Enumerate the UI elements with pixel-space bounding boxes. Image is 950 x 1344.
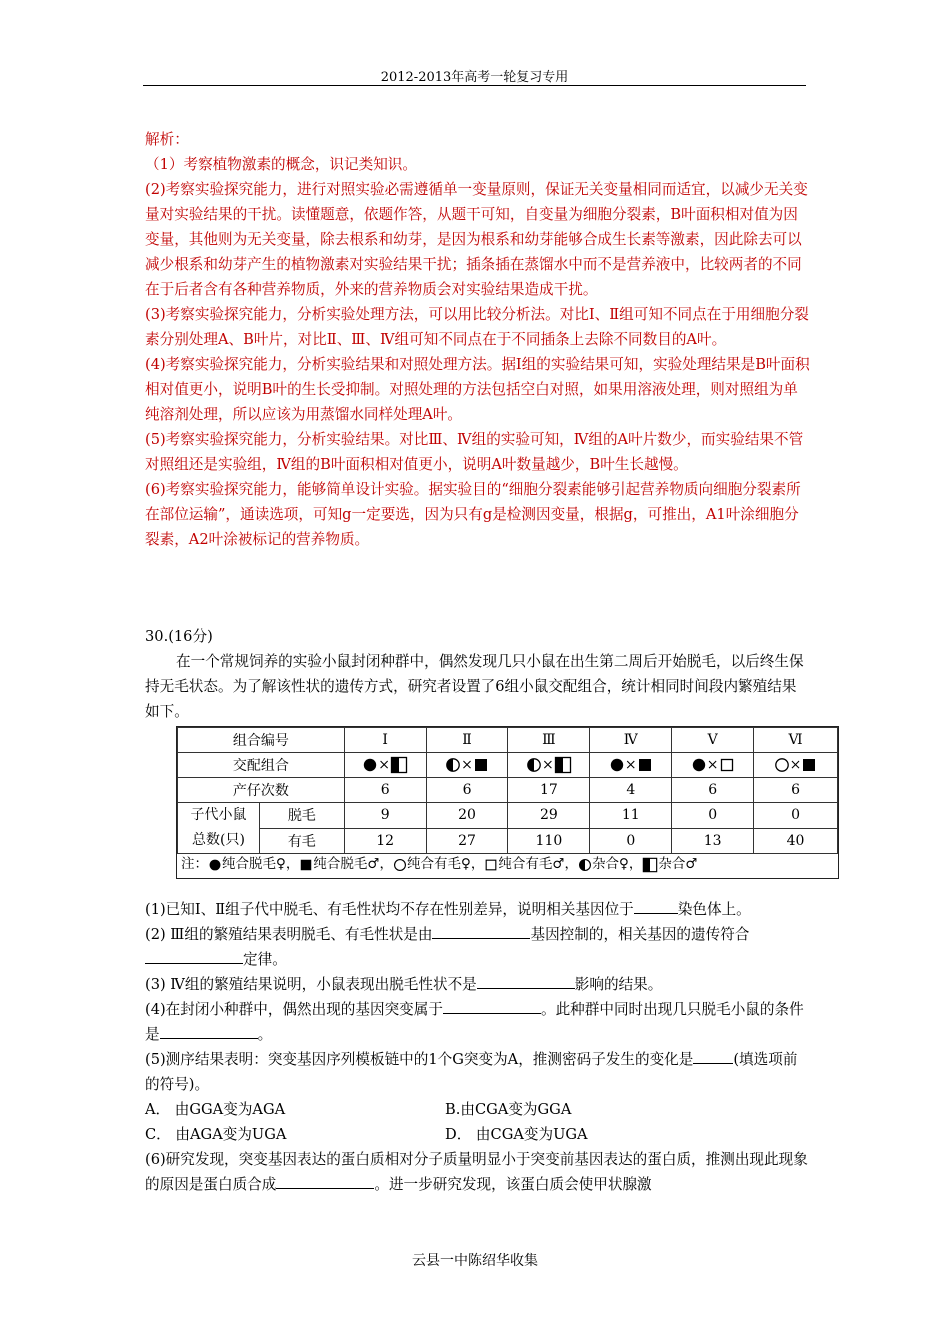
group-1: Ⅰ: [344, 728, 426, 753]
subquestion-1-text-end: 染色体上。: [677, 901, 751, 918]
options-row-1: [145, 1097, 810, 1122]
group-6: Ⅵ: [754, 728, 838, 753]
hetero-male-icon: [642, 856, 658, 874]
analysis-item-3: (3)考察实验探究能力，分析实验处理方法，可以用比较分析法。对比Ⅰ、Ⅱ组可知不同点在于用细胞分裂素分别处理A、B叶片，对比Ⅱ、Ⅲ、Ⅳ组可知不同点在于不同插条上去除不同数目的A叶。: [145, 306, 809, 348]
header-hairless: 脱毛: [259, 803, 344, 829]
header-offspring-line2: 总数(只): [191, 832, 245, 848]
group-5: Ⅴ: [672, 728, 754, 753]
hetero-female-icon: [445, 757, 461, 773]
subquestion-6-text: (6)研究发现，突变基因表达的蛋白质相对分子质量明显小于突变前基因表达的蛋白质，推测出现此现象的原因是蛋白质合成: [145, 1151, 808, 1193]
note-hetero-male: 杂合♂: [658, 856, 698, 872]
hairless-cell: 0: [672, 803, 754, 829]
question-intro: 在一个常规饲养的实验小鼠封闭种群中，偶然发现几只小鼠在出生第二周后开始脱毛，以后终生保持无毛状态。为了解该性状的遗传方式，研究者设置了6组小鼠交配组合，统计相同时间段内繁殖结果如下。: [145, 653, 804, 720]
option-d[interactable]: D． 由CGA变为UGA: [445, 1126, 588, 1143]
subquestion-2-text-mid: 基因控制的，相关基因的遗传符合: [530, 926, 750, 943]
hairless-cell: 11: [590, 803, 672, 829]
group-3: Ⅲ: [508, 728, 590, 753]
cross-symbol: ×: [706, 757, 719, 773]
group-2: Ⅱ: [426, 728, 508, 753]
subquestion-5-text: (5)测序结果表明：突变基因序列模板链中的1个G突变为A，推测密码子发生的变化是: [145, 1051, 694, 1068]
cross-symbol: ×: [378, 757, 391, 773]
answer-blank[interactable]: [693, 1047, 733, 1064]
subquestion-3-text: (3) Ⅳ组的繁殖结果说明，小鼠表现出脱毛性状不是: [145, 976, 477, 993]
pure-hairless-female-icon: [609, 757, 625, 773]
question-30: [145, 624, 810, 724]
hairless-cell: 9: [344, 803, 426, 829]
subquestion-5-text-end: (填选项前的符号)。: [145, 1051, 798, 1093]
hetero-female-icon: [526, 757, 542, 773]
note-pure-hairless-male: 纯合脱毛♂，: [313, 856, 393, 872]
analysis-item-4: (4)考察实验探究能力，分析实验结果和对照处理方法。据Ⅰ组的实验结果可知，实验处理结果是B叶面积相对值更小，说明B叶的生长受抑制。对照处理的方法包括空白对照，如果用溶液处理，则对照组为单纯溶剂处理，所以应该为用蒸馏水同样处理A叶。: [145, 356, 810, 423]
subquestion-2-text-end: 定律。: [243, 951, 287, 968]
analysis-item-1: （1）考察植物激素的概念，识记类知识。: [145, 156, 417, 173]
pure-hairless-male-icon: [637, 757, 653, 773]
subquestion-2-text: (2) Ⅲ组的繁殖结果表明脱毛、有毛性状是由: [145, 926, 433, 943]
answer-blank[interactable]: [160, 1022, 258, 1039]
option-b[interactable]: B.由CGA变为GGA: [445, 1101, 572, 1118]
options-row-2: [145, 1122, 810, 1147]
option-c[interactable]: C． 由AGA变为UGA: [145, 1126, 287, 1143]
pure-hairless-male-icon: [473, 757, 489, 773]
haired-cell: 27: [426, 828, 508, 854]
subquestion-5: [145, 1047, 810, 1097]
note-prefix: 注：: [181, 856, 208, 872]
answer-blank[interactable]: [477, 972, 575, 989]
hetero-male-icon: [390, 756, 408, 774]
hetero-female-icon: [578, 857, 592, 873]
subquestion-1: [145, 897, 810, 922]
question-number: 30.(16分): [145, 628, 213, 645]
subquestion-4-text-mid: 。此种群中同时出现几只脱毛小鼠的条件是: [145, 1001, 804, 1043]
subquestion-4-text: (4)在封闭小种群中，偶然出现的基因突变属于: [145, 1001, 443, 1018]
litters-cell: 6: [344, 778, 426, 803]
litters-cell: 17: [508, 778, 590, 803]
pure-haired-male-icon: [484, 857, 498, 873]
subquestion-3: [145, 972, 810, 997]
cross-results-table: [176, 726, 839, 879]
pure-haired-female-icon: [393, 857, 407, 873]
cross-symbol: ×: [461, 757, 473, 773]
subquestion-6-text-end: 。进一步研究发现，该蛋白质会使甲状腺激: [374, 1176, 652, 1193]
header-litters: 产仔次数: [178, 778, 345, 803]
cross-3: [508, 753, 590, 778]
subquestion-6: [145, 1147, 810, 1197]
cross-1: [344, 753, 426, 778]
header-haired: 有毛: [259, 828, 344, 854]
cross-symbol: ×: [789, 757, 802, 773]
table-row-litters: [178, 778, 838, 803]
header-group-number: 组合编号: [178, 728, 345, 753]
subquestion-1-text: (1)已知Ⅰ、Ⅱ组子代中脱毛、有毛性状均不存在性别差异，说明相关基因位于: [145, 901, 634, 918]
note-pure-haired-female: 纯合有毛♀，: [406, 856, 485, 872]
cross-6: [754, 753, 838, 778]
haired-cell: 110: [508, 828, 590, 854]
note-pure-hairless-female: 纯合脱毛♀，: [222, 856, 300, 872]
question-30-subquestions: [145, 897, 810, 1197]
litters-cell: 4: [590, 778, 672, 803]
pure-hairless-female-icon: [362, 757, 378, 773]
header-cross: 交配组合: [178, 753, 345, 778]
cross-symbol: ×: [624, 757, 637, 773]
table-row-group: [178, 728, 838, 753]
hairless-cell: 29: [508, 803, 590, 829]
subquestion-4-text-end: 。: [257, 1026, 273, 1043]
cross-symbol: ×: [542, 757, 554, 773]
litters-cell: 6: [672, 778, 754, 803]
page-header: 2012-2013年高考一轮复习专用: [380, 70, 569, 85]
table-row-haired: [178, 828, 838, 854]
cross-5: [672, 753, 754, 778]
header-rule: [143, 85, 806, 86]
subquestion-4: [145, 997, 810, 1047]
header-offspring-line1: 子代小鼠: [190, 807, 247, 823]
answer-blank[interactable]: [634, 897, 678, 914]
pure-hairless-female-icon: [208, 857, 222, 873]
litters-cell: 6: [426, 778, 508, 803]
hairless-cell: 20: [426, 803, 508, 829]
subquestion-3-text-end: 影响的结果。: [574, 976, 663, 993]
pure-hairless-female-icon: [691, 757, 707, 773]
pure-hairless-male-icon: [801, 757, 817, 773]
litters-cell: 6: [754, 778, 838, 803]
group-4: Ⅳ: [590, 728, 672, 753]
haired-cell: 13: [672, 828, 754, 854]
haired-cell: 40: [754, 828, 838, 854]
answer-blank[interactable]: [276, 1172, 374, 1189]
cross-2: [426, 753, 508, 778]
answer-blank[interactable]: [145, 947, 243, 964]
header-offspring: [178, 803, 260, 854]
analysis-item-5: (5)考察实验探究能力，分析实验结果。对比Ⅲ、Ⅳ组的实验可知，Ⅳ组的A叶片数少，而实验结果不管对照组还是实验组，Ⅳ组的B叶面积相对值更小，说明A叶数量越少，B叶生长越慢。: [145, 431, 804, 473]
table-row-hairless: [178, 803, 838, 829]
haired-cell: 12: [344, 828, 426, 854]
answer-blank[interactable]: [432, 922, 530, 939]
cross-4: [590, 753, 672, 778]
analysis-item-2: (2)考察实验探究能力，进行对照实验必需遵循单一变量原则，保证无关变量相同而适宜，以减少无关变量对实验结果的干扰。读懂题意，依题作答，从题干可知，自变量为细胞分裂素，B叶面积相对值为因变量，其他则为无关变量，除去根系和幼芽，是因为根系和幼芽能够合成生长素等激素，因此除去可以减少根系和幼芽产生的植物激素对实验结果干扰；插条插在蒸馏水中而不是营养液中，比较两者的不同在于后者含有各种营养物质，外来的营养物质会对实验结果造成干扰。: [145, 181, 808, 298]
hetero-male-icon: [554, 756, 572, 774]
note-pure-haired-male: 纯合有毛♂，: [498, 856, 578, 872]
hairless-cell: 0: [754, 803, 838, 829]
page-footer: 云县一中陈绍华收集: [412, 1253, 538, 1269]
pure-haired-male-icon: [719, 757, 735, 773]
analysis-section: [145, 127, 810, 552]
pure-hairless-male-icon: [299, 857, 313, 873]
table-note: [181, 852, 697, 874]
pure-haired-female-icon: [774, 757, 790, 773]
subquestion-2: [145, 922, 810, 972]
haired-cell: 0: [590, 828, 672, 854]
answer-blank[interactable]: [443, 997, 541, 1014]
option-a[interactable]: A． 由GGA变为AGA: [145, 1101, 286, 1118]
analysis-heading: 解析：: [145, 131, 189, 148]
analysis-item-6: (6)考察实验探究能力，能够简单设计实验。据实验目的“细胞分裂素能够引起营养物质向细胞分裂素所在部位运输”，通读选项，可知g一定要选，因为只有g是检测因变量，根据g，可推出，A1叶涂细胞分裂素，A2叶涂被标记的营养物质。: [145, 481, 801, 548]
table-row-cross: [178, 753, 838, 778]
note-hetero-female: 杂合♀，: [591, 856, 643, 872]
